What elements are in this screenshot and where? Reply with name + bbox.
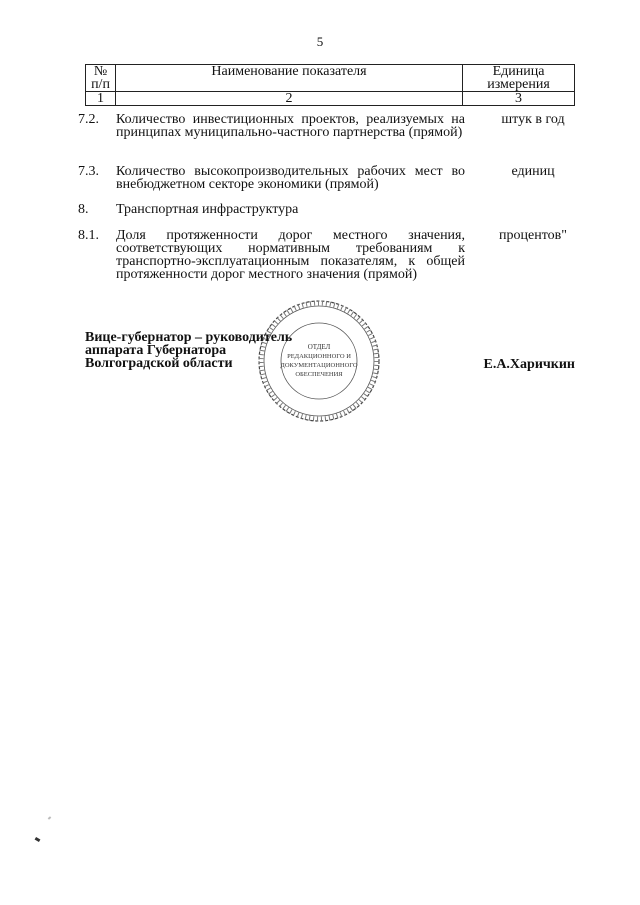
indicators-table-header [85, 64, 575, 106]
seal-line-2: РЕДАКЦИОННОГО И [287, 353, 351, 360]
signatory-line-1: Вице-губернатор – руководитель [85, 330, 293, 345]
signatory-name: Е.А.Харичкин [483, 357, 575, 372]
row-name: Количество инвестиционных проектов, реализуемых на принципах муниципально-частного партнерства (прямой) [116, 112, 465, 140]
header-col-number: № п/п [86, 65, 116, 92]
row-name: Количество высокопроизводительных рабочих мест во внебюджетном секторе экономики (прямой) [116, 164, 465, 192]
header-index-2: 2 [116, 92, 463, 106]
header-col-unit: Единица измерения [463, 65, 575, 92]
scan-speck [35, 837, 41, 842]
row-unit: процентов" [499, 228, 567, 243]
signatory-line-2: аппарата Губернатора [85, 343, 227, 358]
signatory-line-3: Волгоградской области [85, 356, 233, 371]
header-index-3: 3 [463, 92, 575, 106]
row-number: 7.3. [78, 164, 99, 179]
row-number: 7.2. [78, 112, 99, 127]
header-col-name: Наименование показателя [116, 65, 463, 92]
scan-speck [48, 816, 52, 819]
seal-line-4: ОБЕСПЕЧЕНИЯ [295, 371, 343, 378]
row-name: Доля протяженности дорог местного значения, соответствующих нормативным требованиям к транспортно-эксплуатационным показателям, к общей протяженности дорог местного значения (прямой) [116, 228, 465, 282]
page-number: 5 [316, 34, 324, 49]
seal-line-3: ДОКУМЕНТАЦИОННОГО [280, 362, 358, 369]
row-unit: единиц [511, 164, 555, 179]
seal-line-1: ОТДЕЛ [307, 343, 331, 351]
row-unit: штук в год [501, 112, 565, 127]
row-number: 8.1. [78, 228, 99, 243]
row-number: 8. [78, 202, 89, 217]
signatory-title [85, 331, 292, 370]
header-index-1: 1 [86, 92, 116, 106]
row-name: Транспортная инфраструктура [116, 202, 299, 217]
